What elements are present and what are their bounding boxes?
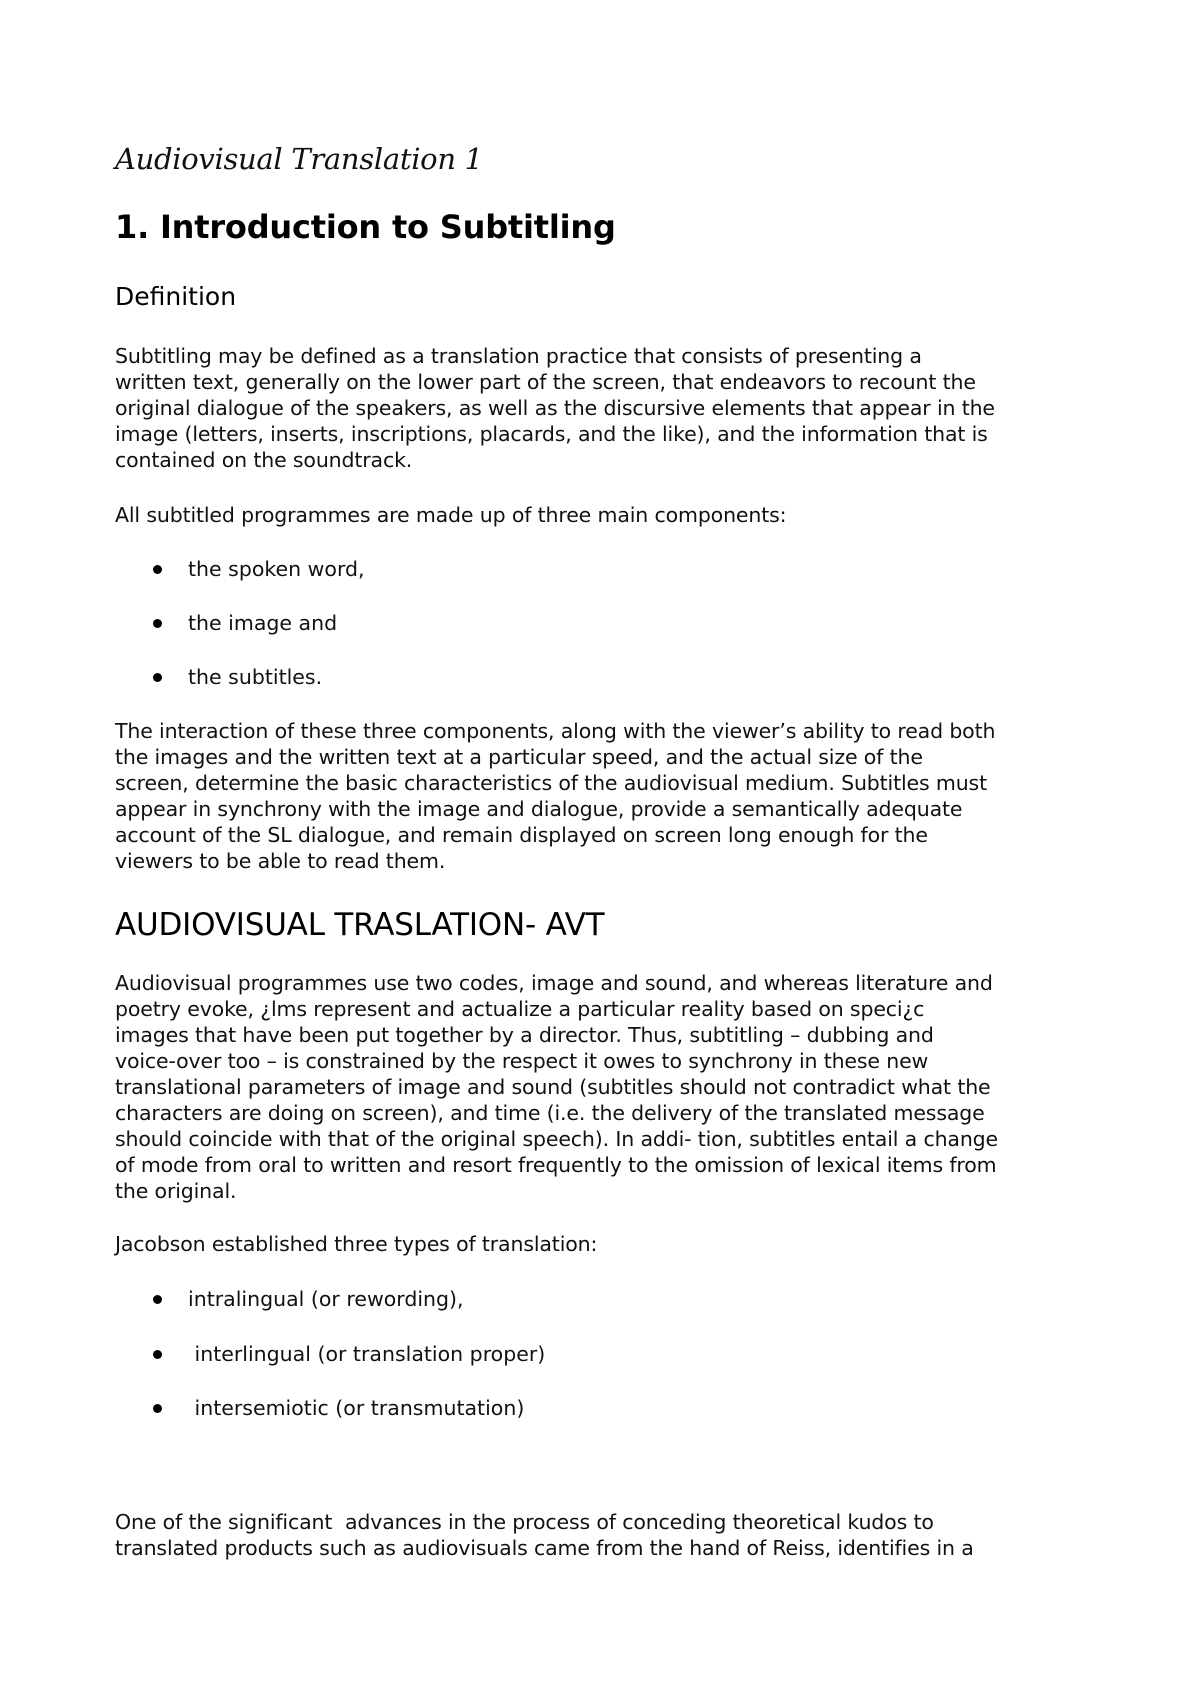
bullet-icon — [153, 673, 162, 682]
bullet-icon — [153, 1404, 162, 1413]
paragraph-line: viewers to be able to read them. — [115, 849, 446, 873]
paragraph-line: All subtitled programmes are made up of three main components: — [115, 503, 787, 527]
paragraph-line: translational parameters of image and sound (subtitles should not contradict what the — [115, 1075, 991, 1099]
paragraph-line: poetry evoke, ¿lms represent and actualize a particular reality based on speci¿c — [115, 997, 925, 1021]
avt-paragraph — [115, 970, 1100, 1204]
interaction-paragraph — [115, 718, 1100, 874]
subheading-definition: Definition — [115, 282, 237, 311]
paragraph-line: appear in synchrony with the image and dialogue, provide a semantically adequate — [115, 797, 963, 821]
paragraph-line: images that have been put together by a director. Thus, subtitling – dubbing and — [115, 1023, 934, 1047]
paragraph-line: translated products such as audiovisuals came from the hand of Reiss, identifies in a — [115, 1536, 974, 1560]
bullet-icon — [153, 1350, 162, 1359]
paragraph-line: original dialogue of the speakers, as well as the discursive elements that appear in the — [115, 396, 995, 420]
paragraph-line: One of the significant advances in the process of conceding theoretical kudos to — [115, 1510, 934, 1534]
document-page: Audiovisual Translation 1 1. Introduction to Subtitling Definition Subtitling may be defined as a translation practice that consists of presenting a written text, generally on the lower part of the screen, that endeavors to recount the original dialogue of the speakers, as well as the discursive elements that appear in the image (letters, inserts, inscriptions, placards, and the like), and the information that is contained on the soundtrack. All subtitled programmes are made up of three main components: the spoken word, the image and the subtitles. The interaction of these three components, along with the viewer’s ability to read both the images and the written text at a particular speed, and the actual size of the screen, determine the basic characteristics of the audiovisual medium. Subtitles must appear in synchrony with the image and dialogue, provide a semantically adequate account of the SL dialogue, and remain displayed on screen long enough for the viewers to be able to read them. AUDIOVISUAL TRASLATION- AVT Audiovisual programmes use two codes, image and sound, and whereas literature and poetry evoke, ¿lms represent and actualize a particular reality based on speci¿c images that have been put together by a director. Thus, subtitling – dubbing and voice-over too – is constrained by the respect it owes to synchrony in these new translational parameters of image and sound (subtitles should not contradict what the characters are doing on screen), and time (i.e. the delivery of the translated message should coincide with that of the original speech). In addi- tion, subtitles entail a change of mode from oral to written and resort frequently to the omission of lexical items from the original. Jacobson established three types of translation: intralingual (or rewording), interlingual (or translation proper) intersemiotic (or transmutation) One of the significant advances in the process of conceding theoretical kudos to translated products such as audiovisuals came from the hand of Reiss, identifies in a — [115, 0, 1100, 1698]
bullet-icon — [153, 1295, 162, 1304]
paragraph-line: of mode from oral to written and resort frequently to the omission of lexical items from — [115, 1153, 997, 1177]
paragraph-line: the original. — [115, 1179, 237, 1203]
paragraph-line: contained on the soundtrack. — [115, 448, 413, 472]
document-title: Audiovisual Translation 1 — [115, 142, 483, 176]
paragraph-line: Jacobson established three types of translation: — [115, 1232, 598, 1256]
paragraph-line: characters are doing on screen), and time (i.e. the delivery of the translated message — [115, 1101, 985, 1125]
components-intro-paragraph — [115, 502, 1100, 528]
bullet-icon — [153, 565, 162, 574]
paragraph-line: Audiovisual programmes use two codes, image and sound, and whereas literature and — [115, 971, 993, 995]
section-heading-introduction: 1. Introduction to Subtitling — [115, 208, 616, 246]
section-heading-avt: AUDIOVISUAL TRASLATION- AVT — [115, 907, 605, 943]
paragraph-line: Subtitling may be defined as a translation practice that consists of presenting a — [115, 344, 922, 368]
reiss-paragraph — [115, 1509, 1100, 1561]
paragraph-line: should coincide with that of the original speech). In addi- tion, subtitles entail a change — [115, 1127, 998, 1151]
paragraph-line: the images and the written text at a particular speed, and the actual size of the — [115, 745, 923, 769]
paragraph-line: image (letters, inserts, inscriptions, placards, and the like), and the information that is — [115, 422, 988, 446]
paragraph-line: The interaction of these three components, along with the viewer’s ability to read both — [115, 719, 996, 743]
paragraph-line: account of the SL dialogue, and remain displayed on screen long enough for the — [115, 823, 928, 847]
definition-paragraph — [115, 343, 1100, 473]
paragraph-line: screen, determine the basic characteristics of the audiovisual medium. Subtitles must — [115, 771, 987, 795]
jacobson-intro-paragraph — [115, 1231, 1100, 1257]
bullet-icon — [153, 619, 162, 628]
paragraph-line: voice-over too – is constrained by the respect it owes to synchrony in these new — [115, 1049, 929, 1073]
paragraph-line: written text, generally on the lower part of the screen, that endeavors to recount the — [115, 370, 976, 394]
